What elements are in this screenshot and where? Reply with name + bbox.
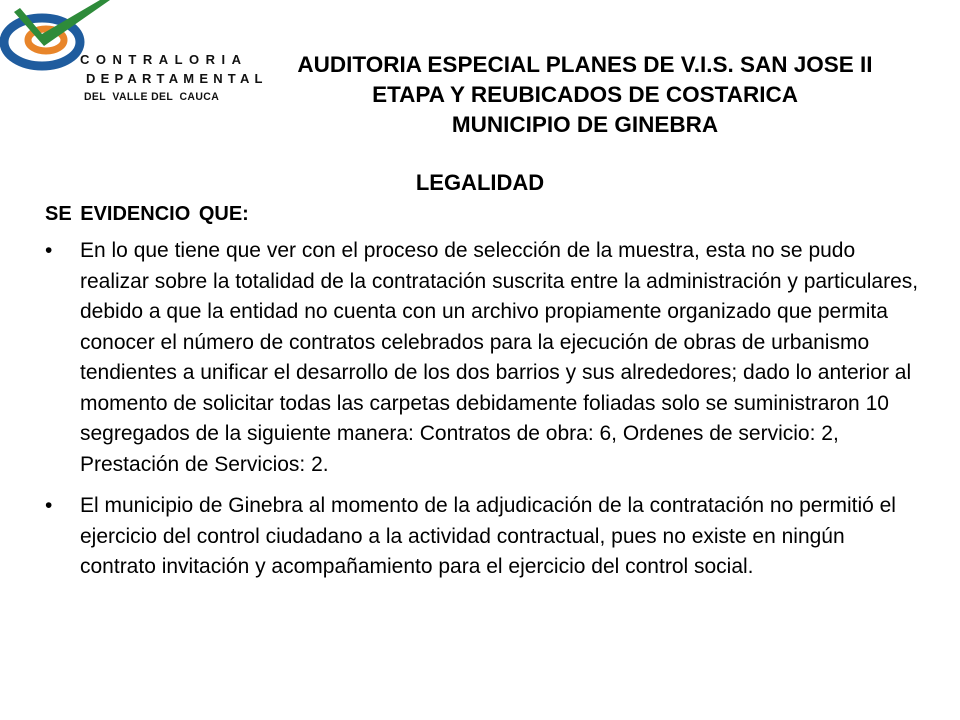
logo-line-2: DEPARTAMENTAL [86,71,268,86]
bullet-marker: • [45,494,53,517]
bullet-text: El municipio de Ginebra al momento de la adjudicación de la contratación no permitió el ejercicio del control ciudadano a la actividad contractual, pues no existe en ningún contrato invitación y acompañamiento para el ejercicio del control social. [80,494,896,578]
list-item [45,236,925,480]
list-item [45,491,925,583]
document-title [220,50,950,140]
title-line-3: MUNICIPIO DE GINEBRA [451,112,719,137]
findings-list [45,236,925,594]
logo-line-1: CONTRALORIA [80,52,248,67]
logo-line-3: DEL VALLE DEL CAUCA [84,91,220,103]
title-line-2: ETAPA Y REUBICADOS DE COSTARICA [372,82,798,107]
bullet-text: En lo que tiene que ver con el proceso de selección de la muestra, esta no se pudo realizar sobre la totalidad de la contratación suscrita entre la administración y particulares, debido a que la entidad no cuenta con un archivo propiamente organizado que permita conocer el número de contratos celebrados para la ejecución de obras de urbanismo tendientes a unificar el desarrollo de los dos barrios y sus alrededores; dado lo anterior al momento de solicitar todas las carpetas debidamente foliadas solo se suministraron 10 segregados de la siguiente manera: Contratos de obra: 6, Ordenes de servicio: 2, Prestación de Servicios: 2. [80,239,919,476]
section-subtitle: SE EVIDENCIO QUE: [45,203,249,225]
section-title: LEGALIDAD [415,170,545,195]
contraloria-logo [0,0,268,120]
bullet-marker: • [45,239,53,262]
title-line-1: AUDITORIA ESPECIAL PLANES DE V.I.S. SAN JOSE II [297,52,873,77]
